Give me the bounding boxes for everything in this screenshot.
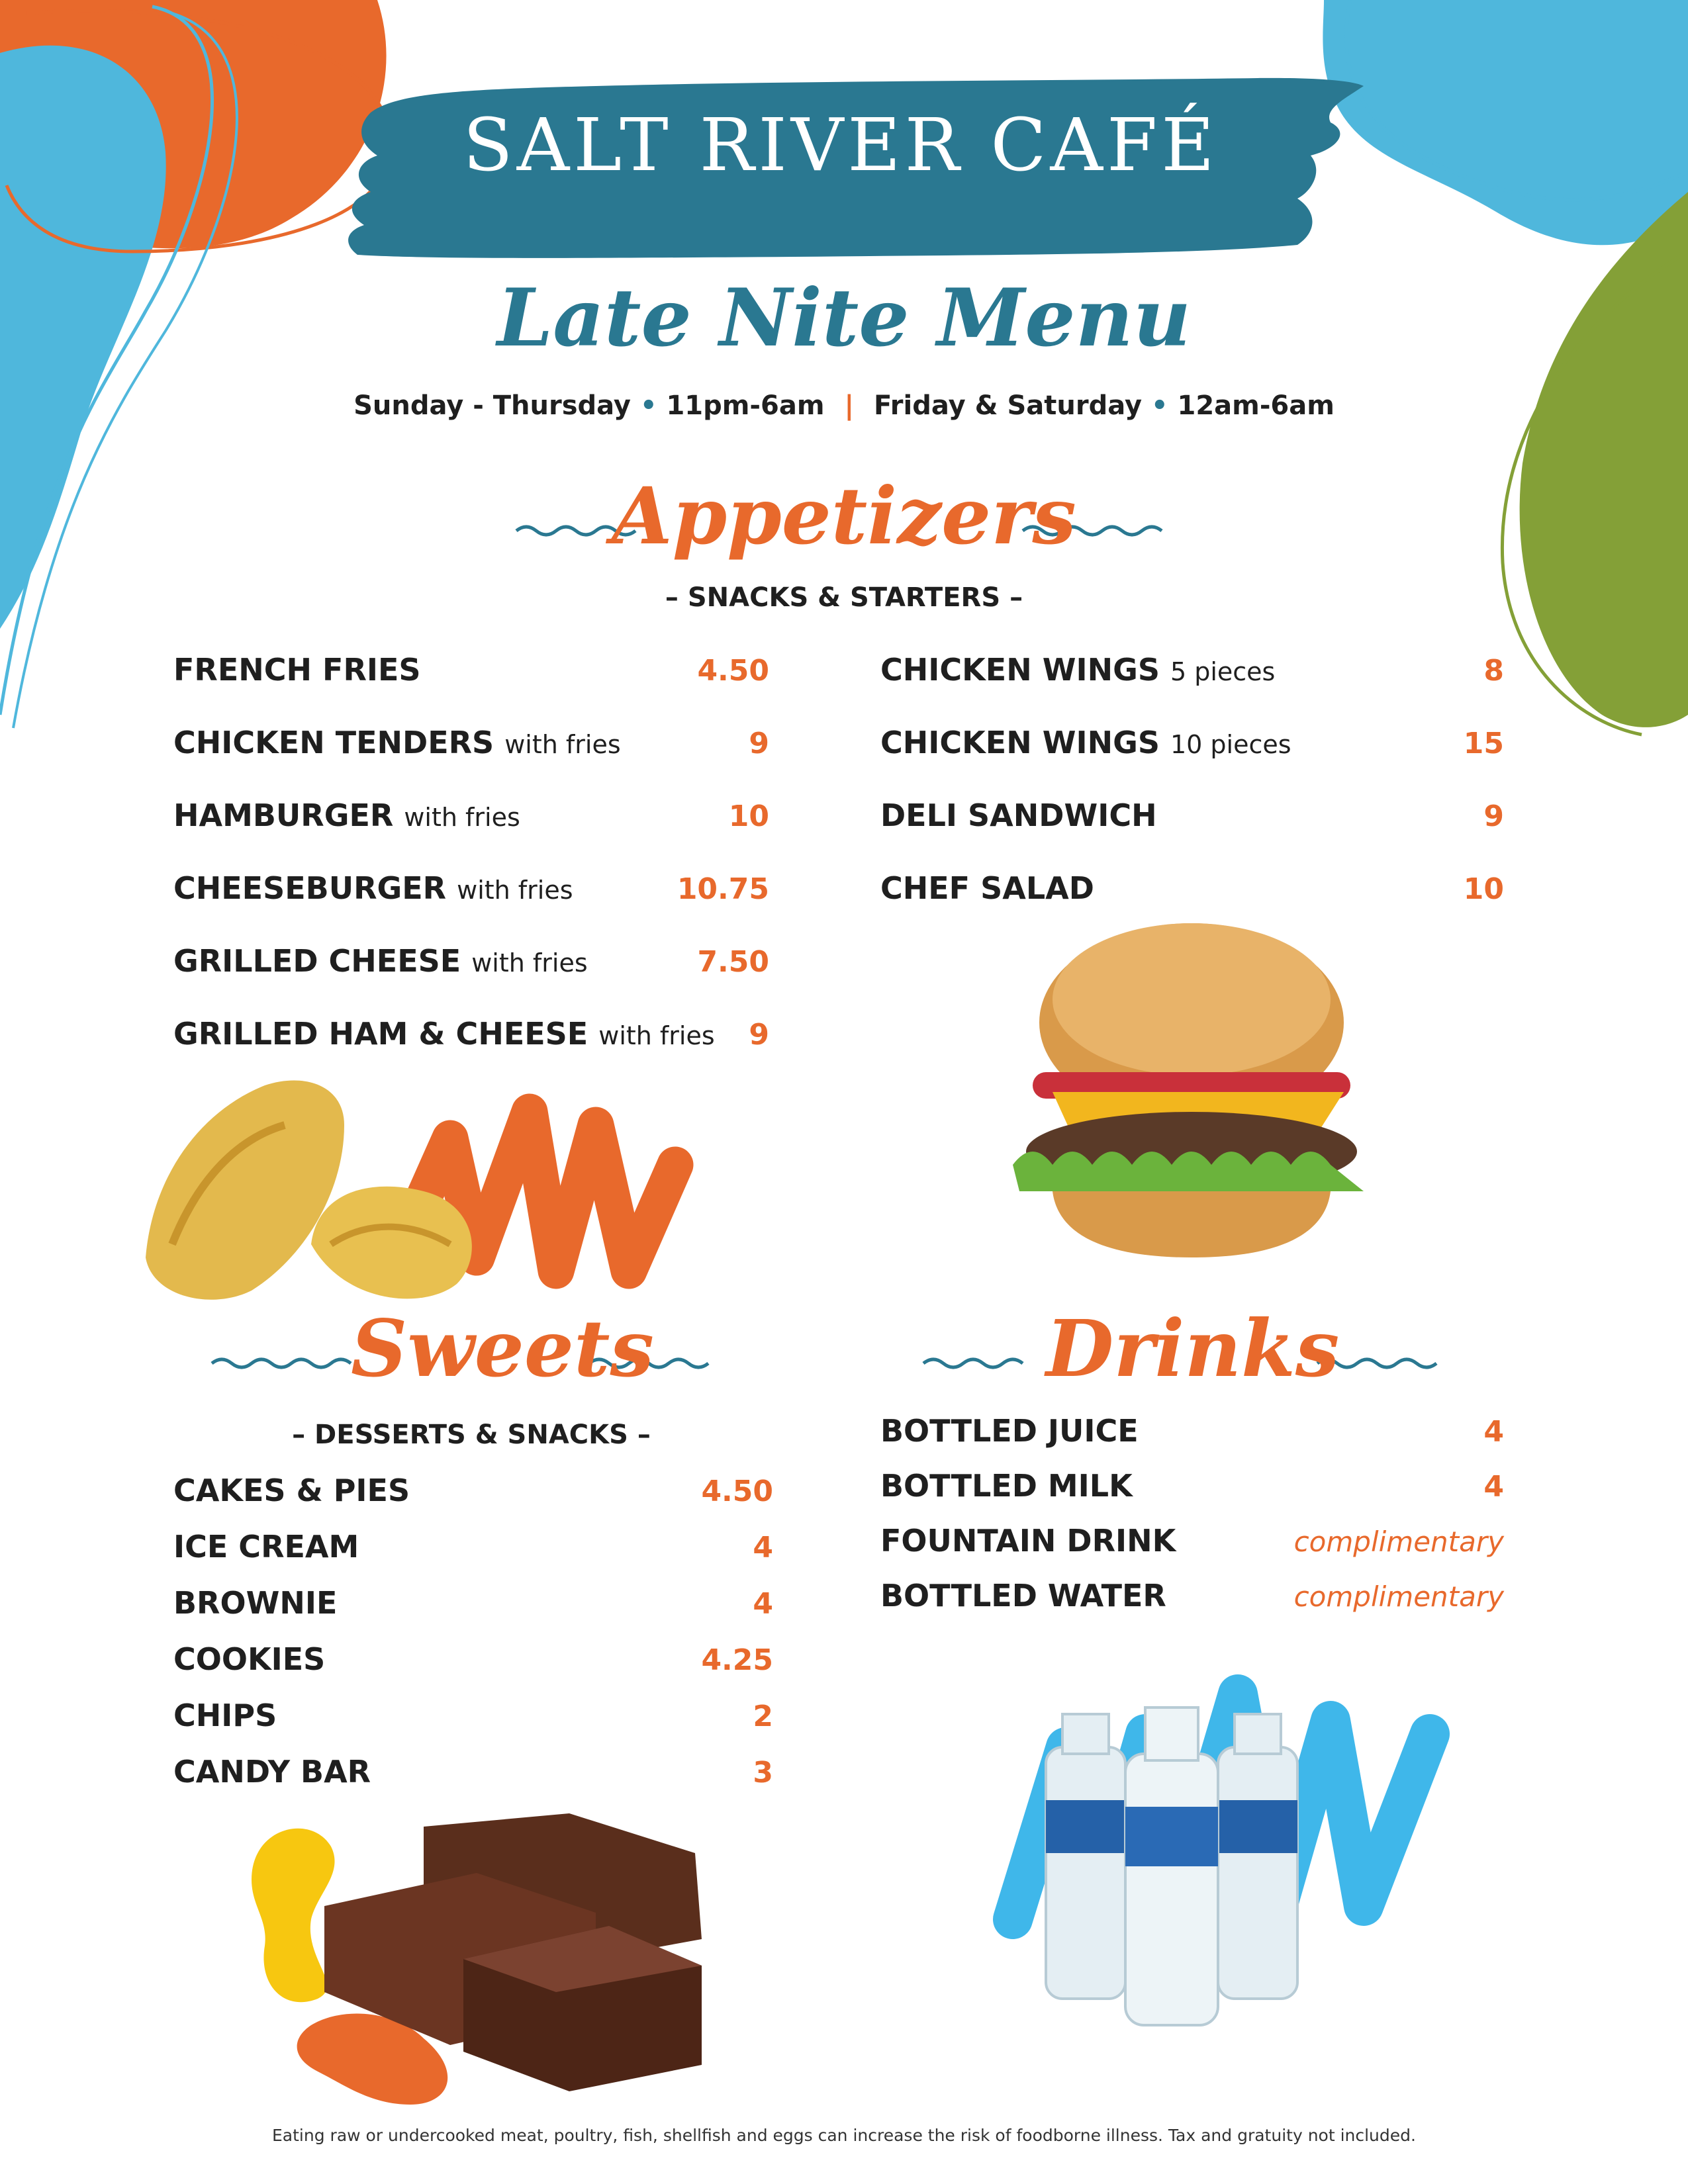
- water-bottles-image: [1013, 1694, 1430, 2025]
- item-name: CANDY BAR: [173, 1754, 371, 1790]
- hours-time-weekday: 11pm-6am: [666, 390, 825, 421]
- divider: |: [844, 390, 855, 421]
- hours-time-weekend: 12am-6am: [1177, 390, 1335, 421]
- item-note: with fries: [471, 948, 588, 978]
- wave-line: [212, 1359, 351, 1367]
- sweets-title: Sweets: [351, 1302, 654, 1394]
- menu-item: [880, 725, 1504, 760]
- menu-item: [173, 652, 769, 688]
- item-price: 9: [749, 1018, 769, 1052]
- item-price: 10.75: [677, 872, 769, 906]
- menu-item: [173, 943, 769, 979]
- item-price: 9: [749, 727, 769, 760]
- appetizers-title: Appetizers: [612, 470, 1076, 562]
- item-name: CHICKEN WINGS: [880, 652, 1160, 688]
- menu-item: [173, 1698, 773, 1733]
- item-name: COOKIES: [173, 1641, 326, 1677]
- menu-item: [173, 1754, 773, 1790]
- item-name: DELI SANDWICH: [880, 797, 1157, 833]
- menu-item: [173, 1585, 773, 1621]
- menu-item: [173, 1473, 773, 1508]
- menu-item: [880, 870, 1504, 906]
- item-note: 10 pieces: [1170, 730, 1291, 759]
- item-name: CHEF SALAD: [880, 870, 1094, 906]
- item-price: 8: [1483, 654, 1504, 688]
- item-price: 7.50: [697, 945, 769, 979]
- item-price: 4: [1483, 1415, 1504, 1449]
- item-price: 15: [1463, 727, 1504, 760]
- item-note: with fries: [457, 876, 573, 905]
- item-price: 4: [753, 1531, 773, 1565]
- menu-item: [880, 1413, 1504, 1449]
- yellow-blob: [252, 1829, 335, 2002]
- menu-item: [173, 1016, 769, 1052]
- item-name: GRILLED HAM & CHEESE: [173, 1016, 588, 1052]
- item-name: FRENCH FRIES: [173, 652, 421, 688]
- item-name: CHICKEN TENDERS: [173, 725, 494, 760]
- item-name: GRILLED CHEESE: [173, 943, 461, 979]
- item-name: BROWNIE: [173, 1585, 338, 1621]
- item-price: 4: [1483, 1470, 1504, 1504]
- cafe-name: SALT RIVER CAFÉ: [463, 103, 1219, 187]
- item-price: 2: [753, 1700, 773, 1733]
- item-price: complimentary: [1293, 1580, 1504, 1613]
- menu-item: [173, 1641, 773, 1677]
- item-price: 9: [1483, 799, 1504, 833]
- bullet-icon: •: [1150, 390, 1168, 421]
- item-name: BOTTLED JUICE: [880, 1413, 1139, 1449]
- menu-item: [173, 1529, 773, 1565]
- menu-title: Late Nite Menu: [496, 271, 1192, 365]
- item-price: 4: [753, 1587, 773, 1621]
- item-price: 10: [728, 799, 769, 833]
- bullet-icon: •: [639, 390, 657, 421]
- appetizers-subtitle: – SNACKS & STARTERS –: [665, 582, 1023, 613]
- menu-item: [880, 1468, 1504, 1504]
- hours-days-weekday: Sunday - Thursday: [353, 390, 631, 421]
- brownies-image: [252, 1813, 702, 2105]
- item-name: ICE CREAM: [173, 1529, 359, 1565]
- item-note: 5 pieces: [1170, 657, 1276, 686]
- menu-item: [173, 797, 769, 833]
- item-name: CHICKEN WINGS: [880, 725, 1160, 760]
- menu-item: [880, 797, 1504, 833]
- item-price: 4.50: [701, 1475, 773, 1508]
- drinks-title: Drinks: [1046, 1302, 1340, 1394]
- item-name: BOTTLED WATER: [880, 1578, 1166, 1614]
- footer-disclaimer: Eating raw or undercooked meat, poultry, fish, shellfish and eggs can increase the risk of foodborne illness. Tax and gratuity not included.: [272, 2126, 1416, 2145]
- item-price: 10: [1463, 872, 1504, 906]
- item-name: BOTTLED MILK: [880, 1468, 1133, 1504]
- item-price: 4.25: [701, 1643, 773, 1677]
- item-price: 3: [753, 1756, 773, 1790]
- menu-item: [173, 870, 769, 906]
- item-price: complimentary: [1293, 1525, 1504, 1558]
- menu-item: [880, 1578, 1504, 1614]
- item-name: CAKES & PIES: [173, 1473, 410, 1508]
- menu-item: [880, 1523, 1504, 1559]
- item-name: CHIPS: [173, 1698, 277, 1733]
- menu-item: [173, 725, 769, 760]
- wave-line: [923, 1359, 1023, 1367]
- hours-line: [0, 390, 1688, 421]
- hours-days-weekend: Friday & Saturday: [874, 390, 1143, 421]
- sweets-subtitle: – DESSERTS & SNACKS –: [292, 1420, 651, 1450]
- menu-item: [880, 652, 1504, 688]
- item-name: CHEESEBURGER: [173, 870, 447, 906]
- item-price: 4.50: [697, 654, 769, 688]
- item-note: with fries: [504, 730, 621, 759]
- item-name: FOUNTAIN DRINK: [880, 1523, 1176, 1559]
- item-note: with fries: [404, 803, 520, 832]
- item-note: with fries: [598, 1021, 715, 1050]
- hamburger-image: [1013, 923, 1364, 1257]
- item-name: HAMBURGER: [173, 797, 394, 833]
